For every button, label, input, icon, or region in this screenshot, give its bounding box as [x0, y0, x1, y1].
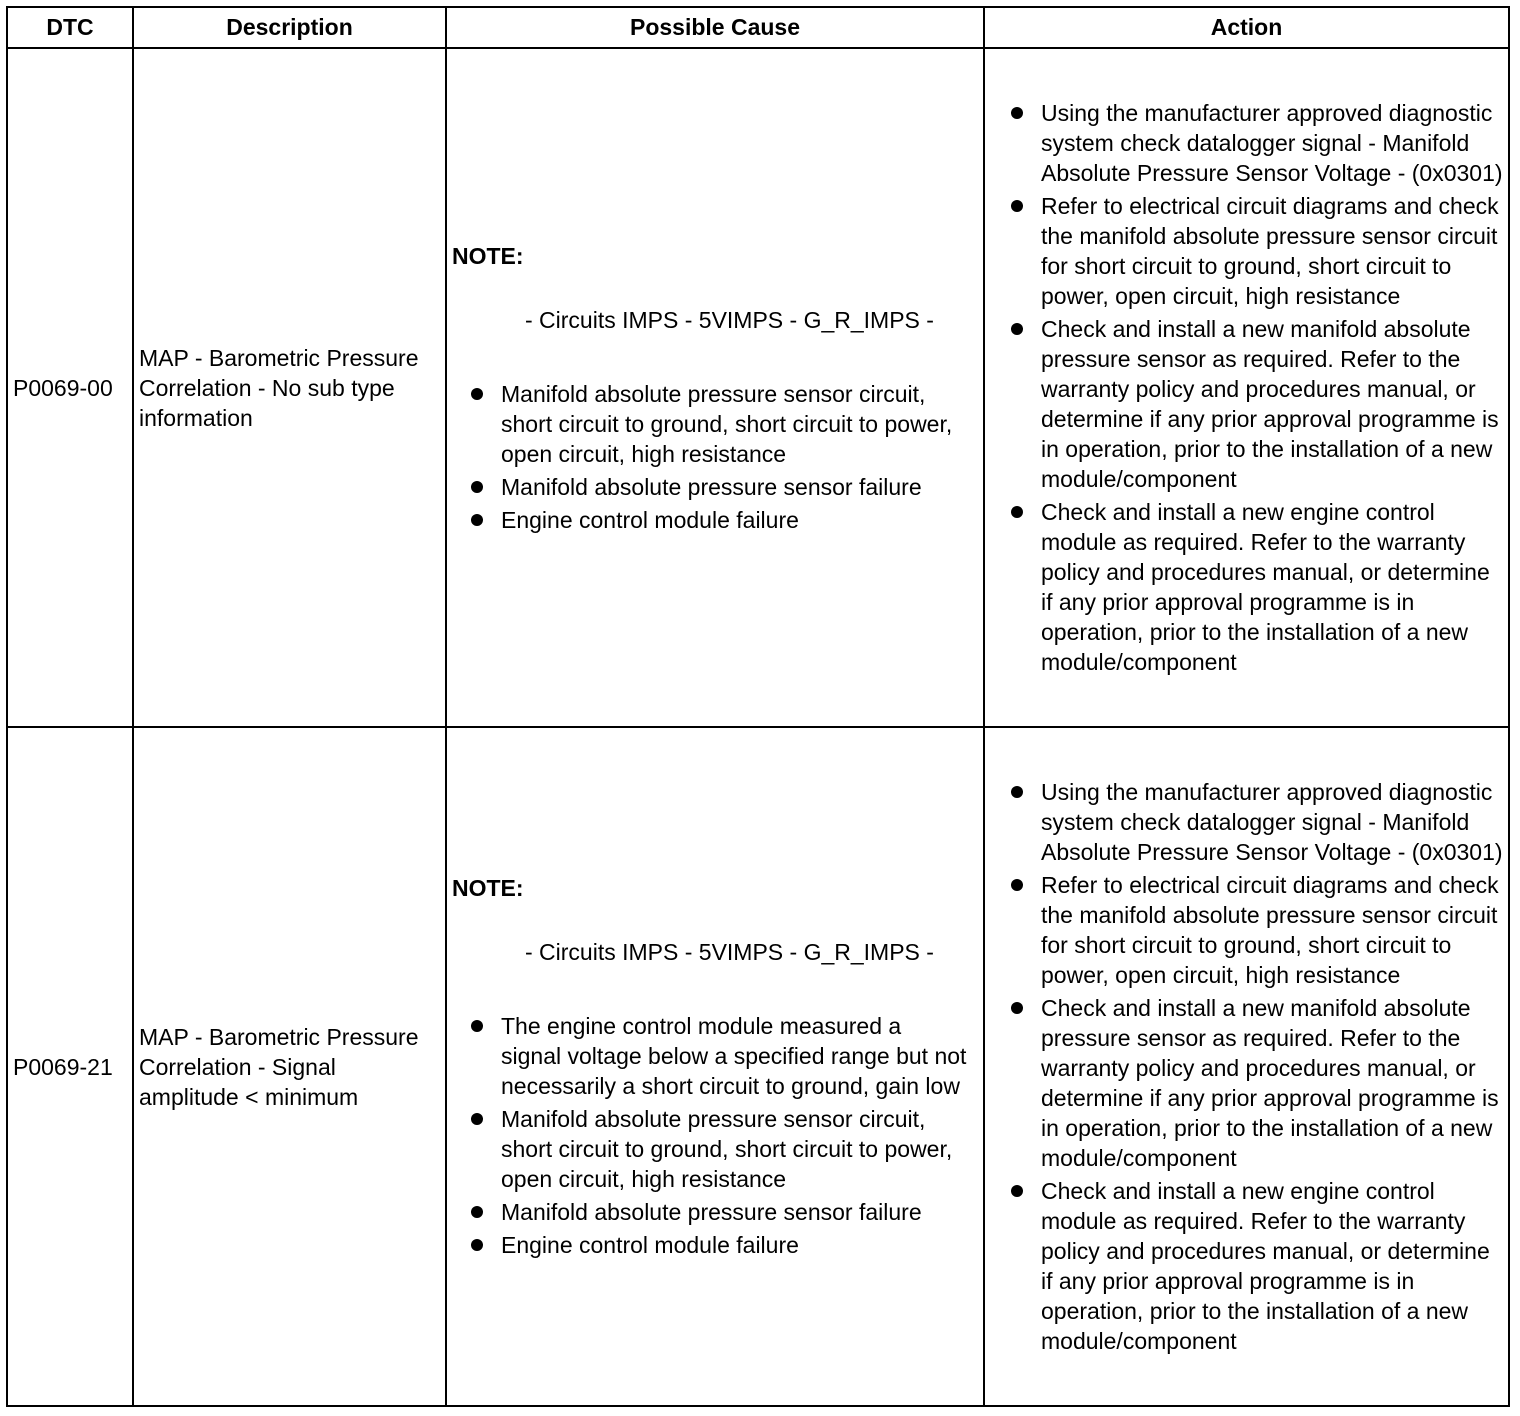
dtc-table: [6, 6, 1510, 1407]
bullet-icon: [471, 1206, 483, 1218]
action-text: Check and install a new engine control module as required. Refer to the warranty policy and procedures manual, or determine if any prior approval programme is in operation, prior to the installation of a new module/component: [1041, 499, 1490, 675]
bullet-icon: [1011, 200, 1023, 212]
dtc-description: MAP - Barometric Pressure Correlation - Signal amplitude < minimum: [133, 727, 446, 1406]
cause-item: [452, 1011, 977, 1101]
action-text: Using the manufacturer approved diagnostic system check datalogger signal - Manifold Absolute Pressure Sensor Voltage - (0x0301): [1041, 779, 1503, 865]
bullet-icon: [471, 514, 483, 526]
bullet-icon: [1011, 1002, 1023, 1014]
action-item: [985, 993, 1504, 1173]
action-text: Refer to electrical circuit diagrams and check the manifold absolute pressure sensor circuit for short circuit to ground, short circuit to power, open circuit, high resistance: [1041, 872, 1499, 988]
header-action: Action: [984, 7, 1509, 48]
bullet-icon: [1011, 107, 1023, 119]
header-description: Description: [133, 7, 446, 48]
header-dtc: DTC: [7, 7, 133, 48]
cause-item: [452, 472, 977, 502]
bullet-icon: [1011, 323, 1023, 335]
header-row: [7, 7, 1509, 48]
dtc-code: P0069-00: [7, 48, 133, 727]
action-item: [985, 870, 1504, 990]
note-label: NOTE:: [452, 242, 524, 269]
bullet-icon: [471, 1239, 483, 1251]
action-item: [985, 497, 1504, 677]
action-text: Using the manufacturer approved diagnostic system check datalogger signal - Manifold Absolute Pressure Sensor Voltage - (0x0301): [1041, 100, 1503, 186]
cause-list: [452, 1011, 977, 1260]
action-cell: [984, 48, 1509, 727]
note-text: - Circuits IMPS - 5VIMPS - G_R_IMPS -: [525, 939, 934, 965]
bullet-icon: [1011, 879, 1023, 891]
note-text: - Circuits IMPS - 5VIMPS - G_R_IMPS -: [525, 306, 934, 333]
action-list: [985, 98, 1504, 677]
action-item: [985, 314, 1504, 494]
bullet-icon: [1011, 506, 1023, 518]
cause-item: [452, 505, 977, 535]
header-possible-cause: Possible Cause: [446, 7, 984, 48]
action-list: [985, 777, 1504, 1356]
note-label: NOTE:: [452, 875, 524, 901]
action-item: [985, 98, 1504, 188]
cause-text: The engine control module measured a signal voltage below a specified range but not necessarily a short circuit to ground, gain low: [501, 1013, 967, 1099]
cause-item: [452, 379, 977, 469]
possible-cause-cell: [446, 48, 984, 727]
bullet-icon: [471, 1020, 483, 1032]
cause-item: [452, 1230, 977, 1260]
bullet-icon: [1011, 1185, 1023, 1197]
bullet-icon: [471, 1113, 483, 1125]
cause-text: Engine control module failure: [501, 506, 799, 533]
action-item: [985, 191, 1504, 311]
cause-text: Manifold absolute pressure sensor failure: [501, 473, 922, 500]
table-row: [7, 727, 1509, 1406]
cause-text: Manifold absolute pressure sensor failure: [501, 1199, 922, 1225]
cause-text: Manifold absolute pressure sensor circuit, short circuit to ground, short circuit to power, open circuit, high resistance: [501, 1106, 953, 1192]
dtc-code: P0069-21: [7, 727, 133, 1406]
action-text: Check and install a new manifold absolute pressure sensor as required. Refer to the warranty policy and procedures manual, or determine if any prior approval programme is in operation, prior to the installation of a new module/component: [1041, 316, 1499, 492]
bullet-icon: [471, 481, 483, 493]
action-item: [985, 777, 1504, 867]
cause-text: Engine control module failure: [501, 1232, 799, 1258]
table-row: [7, 48, 1509, 727]
dtc-description: MAP - Barometric Pressure Correlation - No sub type information: [133, 48, 446, 727]
bullet-icon: [471, 388, 483, 400]
action-text: Check and install a new engine control module as required. Refer to the warranty policy and procedures manual, or determine if any prior approval programme is in operation, prior to the installation of a new module/component: [1041, 1178, 1490, 1354]
action-item: [985, 1176, 1504, 1356]
action-cell: [984, 727, 1509, 1406]
cause-list: [452, 379, 977, 535]
possible-cause-cell: [446, 727, 984, 1406]
cause-item: [452, 1104, 977, 1194]
cause-text: Manifold absolute pressure sensor circuit, short circuit to ground, short circuit to power, open circuit, high resistance: [501, 380, 953, 467]
cause-item: [452, 1197, 977, 1227]
bullet-icon: [1011, 786, 1023, 798]
action-text: Refer to electrical circuit diagrams and check the manifold absolute pressure sensor circuit for short circuit to ground, short circuit to power, open circuit, high resistance: [1041, 193, 1499, 309]
action-text: Check and install a new manifold absolute pressure sensor as required. Refer to the warranty policy and procedures manual, or determine if any prior approval programme is in operation, prior to the installation of a new module/component: [1041, 995, 1499, 1171]
